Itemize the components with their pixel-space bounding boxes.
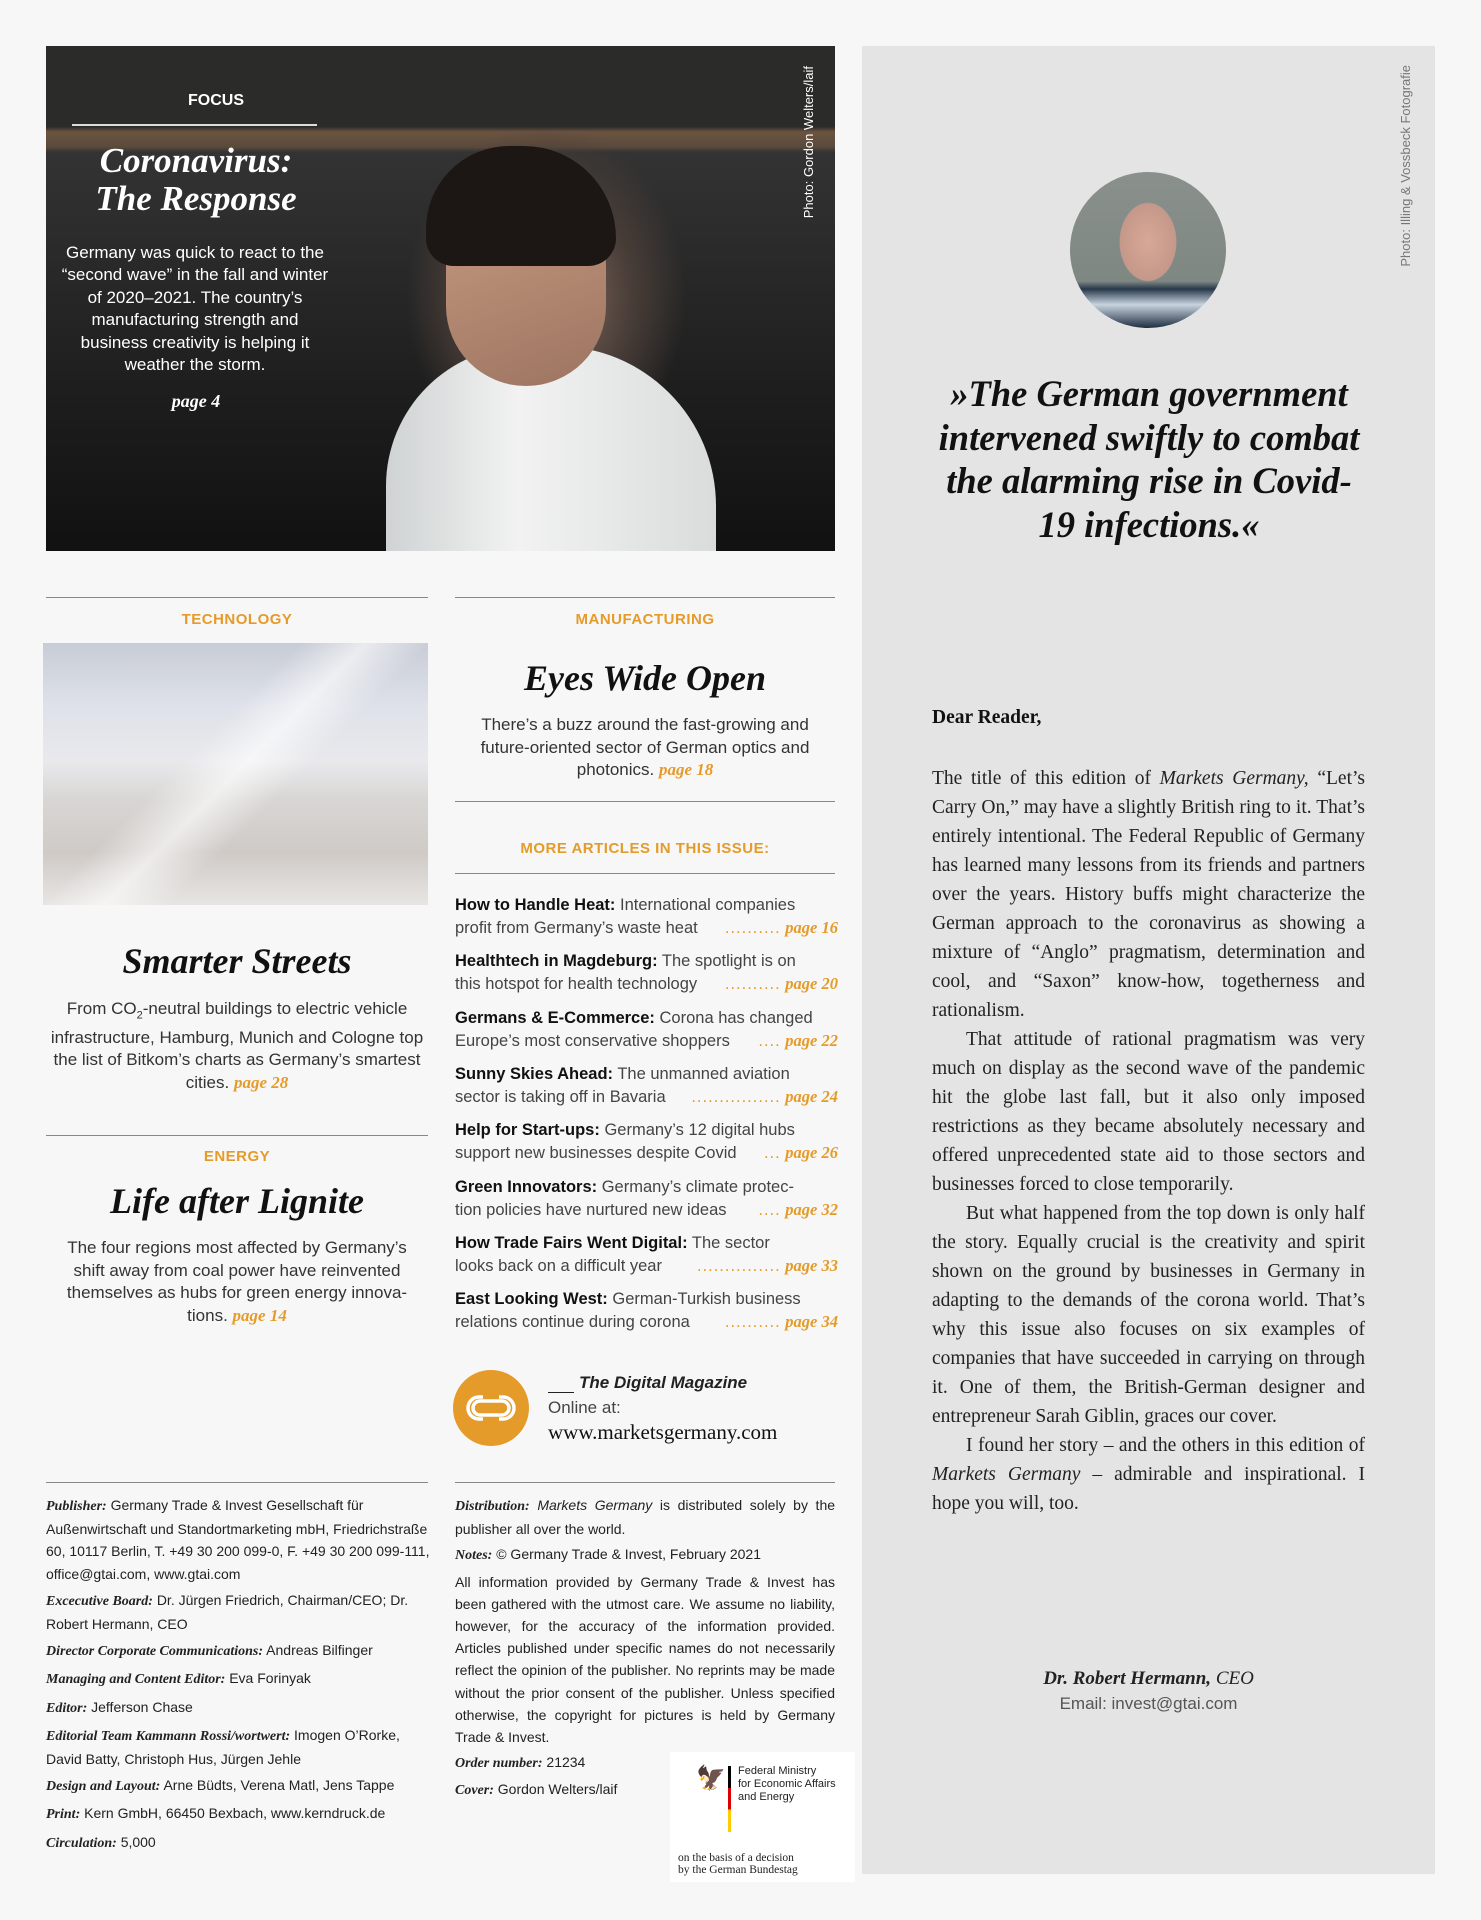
divider: [455, 597, 835, 598]
article-teaser: German-Turkish business: [612, 1290, 801, 1309]
imprint-text: Kern GmbH, 66450 Bexbach, www.kerndruck.de: [84, 1805, 386, 1822]
blurb-text: From CO: [66, 999, 137, 1018]
article-list-item[interactable]: [455, 1288, 838, 1334]
photo-credit: Photo: Illing & Vossbeck Fotografie: [1398, 65, 1413, 267]
flag-bar: [728, 1766, 731, 1832]
note-line: by the German Bundestag: [678, 1864, 798, 1876]
signature: [932, 1668, 1365, 1690]
more-articles-heading: MORE ARTICLES IN THIS ISSUE:: [520, 840, 770, 857]
leader-dots: ....: [758, 1200, 781, 1219]
divider: [455, 1482, 835, 1483]
article-title: How Trade Fairs Went Digital:: [455, 1233, 688, 1252]
imprint-text: 21234: [546, 1754, 586, 1771]
focus-hero-photo[interactable]: [46, 46, 835, 551]
letter-body: [932, 764, 1365, 1518]
article-teaser: sector is taking off in Bavaria: [455, 1087, 666, 1106]
page-link[interactable]: page 20: [785, 974, 838, 994]
link-icon[interactable]: [453, 1370, 529, 1446]
magazine-name: Markets Germany: [537, 1497, 653, 1513]
imprint-label: Director Corporate Communications:: [46, 1644, 264, 1660]
article-title-eyes-wide-open[interactable]: Eyes Wide Open: [524, 658, 766, 698]
page-link[interactable]: page 34: [785, 1312, 838, 1332]
bundestag-note: [678, 1852, 798, 1876]
ministry-name: [738, 1765, 836, 1804]
imprint-text: Germany Trade & Invest Gesellschaft für Außenwirtschaft und Standortmarketing mbH, Friedrichstraße 60, 10117 Berlin, T. +49 30 200 099-0, F. +49 30 200 099-111, office@gtai.com, www.gtai.com: [46, 1497, 430, 1582]
ministry-line: and Energy: [738, 1791, 795, 1803]
imprint-entry: [46, 1831, 432, 1855]
blurb-text: The four regions most affected by Germany’s shift away from coal power have reinvented themselves as hubs for green energy innova-tions.: [66, 1238, 408, 1325]
article-list-item[interactable]: [455, 950, 838, 996]
page-link[interactable]: page 18: [658, 760, 714, 779]
article-teaser: this hotspot for health technology: [455, 975, 698, 994]
imprint-label: Editor:: [46, 1700, 88, 1716]
page-link[interactable]: page 22: [785, 1030, 838, 1050]
article-teaser: Germany’s 12 digital hubs: [604, 1121, 795, 1140]
imprint-entry: [46, 1724, 432, 1770]
imprint-label: Cover:: [455, 1783, 494, 1799]
letter-text: “Let’s Carry On,” may have a slightly British ring to it. That’s entirely intentional. The Federal Republic of Germany has learned many lessons from its friends and partners over the years. History buffs might characterize the German approach to the coronavirus as showing a mixture of “Anglo” pragmatism, determination and cool, and “Saxon” know-how, togetherness and rationalism.: [932, 768, 1365, 1021]
author-email[interactable]: Email: invest@gtai.com: [1059, 1694, 1238, 1713]
imprint-text: Jefferson Chase: [91, 1698, 193, 1715]
section-label-manufacturing: MANUFACTURING: [575, 611, 715, 628]
divider: [46, 1482, 428, 1483]
ministry-line: for Economic Affairs: [738, 1778, 836, 1790]
article-list-item[interactable]: [455, 894, 838, 940]
author-avatar: [1070, 172, 1226, 328]
leader-dots: ..........: [724, 975, 781, 994]
article-title: How to Handle Heat:: [455, 896, 616, 914]
smarter-streets-blurb: [50, 998, 424, 1094]
article-title: Help for Start-ups:: [455, 1121, 600, 1140]
section-label-energy: ENERGY: [203, 1148, 271, 1165]
magazine-url-link[interactable]: www.marketsgermany.com: [548, 1420, 778, 1444]
article-list-item[interactable]: [455, 1063, 838, 1109]
letter-text: I found her story – and the others in this edition of: [966, 1435, 1365, 1456]
imprint-label: Print:: [46, 1807, 81, 1823]
hero-title-line1: Coronavirus:: [99, 141, 293, 180]
imprint-entry: [46, 1589, 432, 1635]
imprint-text: Eva Forinyak: [229, 1670, 311, 1687]
article-teaser: The unmanned aviation: [617, 1064, 790, 1083]
magazine-name: Markets Germany,: [1159, 768, 1309, 789]
page-link[interactable]: page 24: [785, 1086, 838, 1106]
article-teaser: The sector: [691, 1233, 770, 1252]
article-teaser: The spotlight is on: [661, 952, 796, 971]
magazine-name: Markets Germany: [932, 1464, 1081, 1485]
imprint-label: Excecutive Board:: [46, 1593, 153, 1609]
signer-name: Dr. Robert Hermann,: [1043, 1668, 1212, 1689]
hero-title-line2: The Response: [95, 179, 297, 218]
imprint-entry: [46, 1639, 432, 1663]
divider: [46, 597, 428, 598]
imprint-label: Notes:: [455, 1548, 493, 1564]
imprint-entry: [46, 1802, 432, 1826]
imprint-text: Andreas Bilfinger: [266, 1642, 373, 1659]
divider: [46, 1135, 428, 1136]
page-link[interactable]: page 16: [785, 918, 838, 937]
salutation: Dear Reader,: [932, 707, 1042, 728]
hero-text: Germany was quick to react to the “second wave” in the fall and winter of 2020–2021. The country’s manufacturing strength and business creativity is helping it weather the storm.: [61, 243, 329, 375]
article-teaser: relations continue during corona: [455, 1313, 690, 1332]
leader-dots: ..........: [724, 1313, 781, 1332]
letter-text: – admirable and inspirational. I hope you will, too.: [932, 1464, 1365, 1514]
section-label-technology: TECHNOLOGY: [181, 611, 293, 628]
letter-paragraph: But what happened from the top down is only half the story. Equally crucial is the creativity and spirit shown on the ground by businesses in Germany in adapting to the demands of the corona world. That’s why this issue also focuses on six examples of companies that have succeeded in carrying on through it. One of them, the British-German designer and entrepreneur Sarah Giblin, graces our cover.: [932, 1203, 1365, 1427]
article-teaser: International companies: [620, 896, 796, 914]
imprint-text: Gordon Welters/laif: [497, 1781, 618, 1798]
article-teaser: support new businesses despite Covid: [455, 1144, 737, 1163]
page-link[interactable]: page 28: [233, 1072, 289, 1092]
imprint-text: Arne Büdts, Verena Matl, Jens Tappe: [163, 1777, 395, 1794]
eyes-wide-open-blurb: [465, 714, 825, 782]
article-teaser: Corona has changed: [659, 1008, 813, 1027]
hero-title[interactable]: [56, 142, 336, 218]
imprint-label: Order number:: [455, 1756, 543, 1772]
article-list-item[interactable]: [455, 1232, 838, 1278]
life-after-lignite-blurb: [54, 1237, 420, 1327]
article-teaser: looks back on a difficult year: [455, 1256, 662, 1275]
imprint-left: [46, 1494, 432, 1859]
imprint-entry: [46, 1696, 432, 1720]
blurb-text: -neutral buildings to electric vehicle infrastructure, Hamburg, Munich and Cologne top the list of Bitkom’s charts as Germany’s smartest cities.: [50, 999, 424, 1092]
letter-paragraph: That attitude of rational pragmatism was very much on display as the second wave of the pandemic hit the globe last fall, but it also only imposed restrictions as they became absolutely necessary and offered unprecedented state aid to those sectors and businesses forced to close temporarily.: [932, 1029, 1365, 1195]
imprint-text: Dr. Jürgen Friedrich, Chairman/CEO; Dr. Robert Hermann, CEO: [46, 1591, 409, 1633]
imprint-label: Distribution:: [455, 1499, 530, 1514]
article-list-item[interactable]: [455, 1007, 838, 1053]
imprint-entry: [46, 1667, 432, 1691]
article-teaser: tion policies have nurtured new ideas: [455, 1200, 727, 1219]
leader-dots: ....: [758, 1031, 781, 1050]
divider: [548, 1392, 574, 1393]
imprint-label: Managing and Content Editor:: [46, 1672, 226, 1688]
imprint-label: Publisher:: [46, 1499, 107, 1514]
photo-subject-hair: [426, 146, 616, 266]
page-link[interactable]: page 33: [785, 1255, 838, 1275]
imprint-text: © Germany Trade & Invest, February 2021: [496, 1546, 761, 1563]
imprint-label: Circulation:: [46, 1835, 117, 1851]
imprint-text: is distributed solely by the publisher all over the world.: [455, 1497, 836, 1538]
article-title: Healthtech in Magdeburg:: [455, 952, 658, 971]
article-title: Sunny Skies Ahead:: [455, 1064, 614, 1083]
imprint-entry: [46, 1774, 432, 1798]
article-title-smarter-streets[interactable]: Smarter Streets: [122, 941, 352, 981]
article-title-life-after-lignite[interactable]: Life after Lignite: [110, 1181, 364, 1221]
hero-page-link[interactable]: page 4: [171, 391, 221, 411]
imprint-label: Editorial Team Kammann Rossi/wortwert:: [46, 1728, 291, 1744]
subscript: 2: [136, 1009, 143, 1022]
page-link[interactable]: page 26: [785, 1143, 838, 1163]
pull-quote: »The German government intervened swiftly to combat the alarming rise in Covid-19 infections.«: [938, 373, 1360, 545]
signer-role: CEO: [1215, 1668, 1254, 1689]
imprint-entry: [46, 1494, 432, 1585]
page-link[interactable]: page 14: [232, 1305, 287, 1325]
article-teaser: profit from Germany’s waste heat: [455, 919, 698, 937]
online-at-label: Online at:: [548, 1398, 621, 1417]
article-title: East Looking West:: [455, 1290, 608, 1309]
blurb-text: There’s a buzz around the fast-growing and future-oriented sector of German optics and photonics.: [480, 715, 810, 779]
imprint-text: 5,000: [120, 1833, 156, 1850]
digital-magazine-title: The Digital Magazine: [579, 1373, 748, 1392]
leader-dots: ................: [691, 1087, 781, 1106]
disclaimer-text: All information provided by Germany Trade & Invest has been gathered with the utmost care. We assume no liability, however, for the accuracy of the information provided. Articles published under specific names do not necessarily reflect the opinion of the publisher. No reprints may be made without the prior consent of the publisher. Unless specified otherwise, the copyright for pictures is held by Germany Trade & Invest.: [455, 1573, 835, 1746]
page-link[interactable]: page 32: [785, 1199, 838, 1219]
article-teaser: Europe’s most conservative shoppers: [455, 1031, 730, 1050]
article-teaser: Germany’s climate protec-: [601, 1177, 794, 1196]
ministry-line: Federal Ministry: [738, 1765, 817, 1777]
section-label-focus: FOCUS: [188, 92, 244, 109]
ministry-logo: [670, 1752, 855, 1882]
imprint-text: Imogen O’Rorke, David Batty, Christoph Hus, Jürgen Jehle: [46, 1726, 400, 1768]
divider: [72, 124, 317, 126]
photo-credit: Photo: Gordon Welters/laif: [801, 66, 816, 219]
article-title: Germans & E-Commerce:: [455, 1008, 655, 1027]
letter-text: The title of this edition of: [932, 768, 1160, 789]
smarter-streets-image[interactable]: [43, 643, 428, 905]
leader-dots: ..........: [724, 919, 781, 937]
divider: [455, 801, 835, 802]
federal-eagle-icon: 🦅: [696, 1765, 726, 1792]
article-list-item[interactable]: [455, 1176, 838, 1222]
leader-dots: ...............: [696, 1256, 781, 1275]
article-list-item[interactable]: [455, 1119, 838, 1165]
divider: [455, 873, 835, 874]
imprint-label: Design and Layout:: [46, 1779, 161, 1795]
note-line: on the basis of a decision: [678, 1852, 794, 1864]
article-title: Green Innovators:: [455, 1177, 598, 1196]
leader-dots: ...: [763, 1144, 781, 1163]
